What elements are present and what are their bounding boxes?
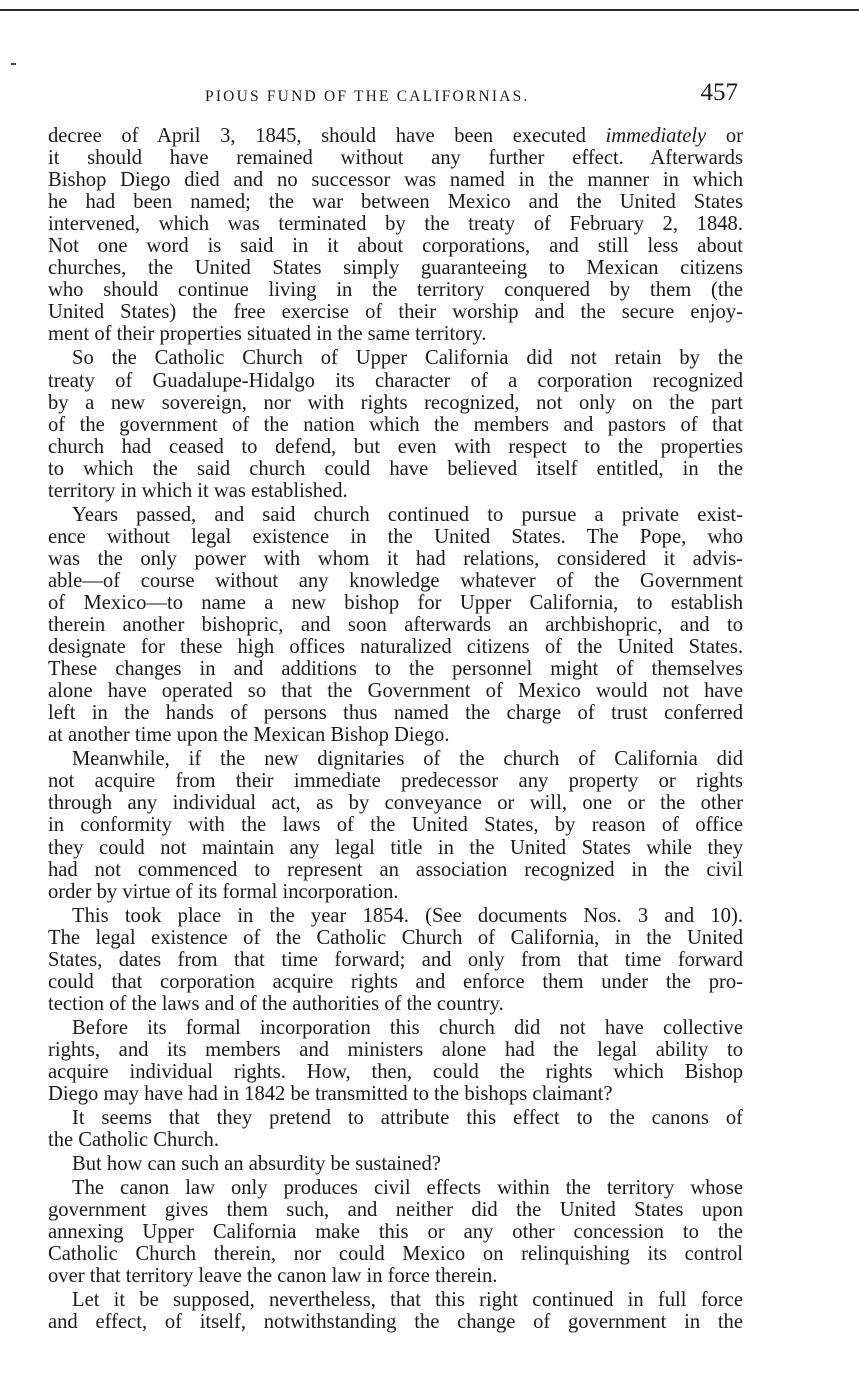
text-line: decree of April 3, 1845, should have been executed immediately or: [48, 125, 743, 147]
text-line: This took place in the year 1854. (See documents Nos. 3 and 10).: [72, 904, 743, 927]
text-line: through any individual act, as by conveyance or will, one or the other: [48, 792, 743, 815]
italic-emphasis: immediately: [605, 125, 707, 147]
text-line: So the Catholic Church of Upper California did not retain by the: [72, 347, 743, 370]
text-line: of Mexico—to name a new bishop for Upper California, to establish: [48, 591, 743, 614]
text-line: at another time upon the Mexican Bishop Diego.: [48, 724, 450, 747]
paragraph: [48, 1289, 743, 1333]
text-line: church had ceased to defend, but even with respect to the properties: [48, 435, 743, 458]
text-line: order by virtue of its formal incorporation.: [48, 880, 399, 903]
text-line: alone have operated so that the Government of Mexico would not have: [48, 680, 743, 703]
text-line: who should continue living in the territory conquered by them (the: [48, 279, 743, 302]
page-number: 457: [700, 79, 738, 106]
paragraph: [48, 1153, 743, 1175]
text-line: annexing Upper California make this or any other concession to the: [48, 1221, 743, 1244]
text-line: acquire individual rights. How, then, could the rights which Bishop: [48, 1060, 743, 1083]
text-line: designate for these high offices naturalized citizens of the United States.: [48, 636, 743, 659]
text-line: United States) the free exercise of their worship and the secure enjoy-: [48, 301, 743, 324]
print-speck: [11, 63, 16, 65]
paragraph: [48, 1177, 743, 1287]
text-line: the Catholic Church.: [48, 1129, 220, 1152]
body-text: [48, 125, 743, 1334]
text-line: therein another bishopric, and soon afterwards an archbishopric, and to: [48, 614, 743, 637]
text-line: But how can such an absurdity be sustained?: [72, 1153, 441, 1176]
text-line: left in the hands of persons thus named the charge of trust conferred: [48, 702, 743, 725]
text-line: territory in which it was established.: [48, 479, 348, 502]
text-line: intervened, which was terminated by the treaty of February 2, 1848.: [48, 213, 743, 236]
text-line: of the government of the nation which the members and pastors of that: [48, 413, 743, 436]
text-line: rights, and its members and ministers alone had the legal ability to: [48, 1038, 743, 1061]
running-head: [48, 79, 738, 119]
text-line: and effect, of itself, notwithstanding the change of government in the: [48, 1311, 743, 1334]
paragraph: [48, 905, 743, 1015]
text-line: The canon law only produces civil effects within the territory whose: [72, 1177, 743, 1200]
paragraph: [48, 1017, 743, 1105]
text-line: churches, the United States simply guaranteeing to Mexican citizens: [48, 257, 743, 280]
text-line: These changes in and additions to the personnel might of themselves: [48, 658, 743, 681]
text-line: not acquire from their immediate predecessor any property or rights: [48, 770, 743, 793]
paragraph: [48, 125, 743, 345]
text-line: able—of course without any knowledge whatever of the Government: [48, 569, 743, 592]
text-line: Diego may have had in 1842 be transmitted to the bishops claimant?: [48, 1083, 613, 1106]
paragraph: [48, 1107, 743, 1151]
text-line: treaty of Guadalupe-Hidalgo its character of a corporation recognized: [48, 369, 743, 392]
text-line: government gives them such, and neither did the United States upon: [48, 1199, 743, 1222]
text-line: was the only power with whom it had relations, considered it advis-: [48, 547, 743, 570]
text-line: it should have remained without any further effect. Afterwards: [48, 147, 743, 170]
text-line: Before its formal incorporation this church did not have collective: [72, 1016, 743, 1039]
paragraph: [48, 347, 743, 501]
text-line: over that territory leave the canon law in force therein.: [48, 1265, 498, 1288]
top-rule: [0, 9, 859, 11]
text-line: in conformity with the laws of the United States, by reason of office: [48, 814, 743, 837]
text-line: could that corporation acquire rights and enforce them under the pro-: [48, 970, 743, 993]
text-line: The legal existence of the Catholic Church of California, in the United: [48, 926, 743, 949]
paragraph: [48, 504, 743, 747]
text-line: by a new sovereign, nor with rights recognized, not only on the part: [48, 391, 743, 414]
text-line: Bishop Diego died and no successor was named in the manner in which: [48, 169, 743, 192]
text-line: Catholic Church therein, nor could Mexico on relinquishing its control: [48, 1243, 743, 1266]
text-line: tection of the laws and of the authorities of the country.: [48, 992, 504, 1015]
text-line: States, dates from that time forward; and only from that time forward: [48, 948, 743, 971]
text-line: It seems that they pretend to attribute this effect to the canons of: [72, 1107, 743, 1130]
running-title: PIOUS FUND OF THE CALIFORNIAS.: [205, 88, 530, 105]
text-line: Let it be supposed, nevertheless, that this right continued in full force: [72, 1289, 743, 1312]
text-line: they could not maintain any legal title in the United States while they: [48, 836, 743, 859]
paragraph: [48, 748, 743, 902]
text-line: he had been named; the war between Mexico and the United States: [48, 191, 743, 214]
text-line: ment of their properties situated in the same territory.: [48, 323, 487, 346]
text-line: Years passed, and said church continued to pursue a private exist-: [72, 503, 743, 526]
text-line: to which the said church could have believed itself entitled, in the: [48, 457, 743, 480]
text-line: Not one word is said in it about corporations, and still less about: [48, 235, 743, 258]
text-line: had not commenced to represent an association recognized in the civil: [48, 858, 743, 881]
text-line: Meanwhile, if the new dignitaries of the church of California did: [72, 748, 743, 771]
text-line: ence without legal existence in the United States. The Pope, who: [48, 525, 743, 548]
